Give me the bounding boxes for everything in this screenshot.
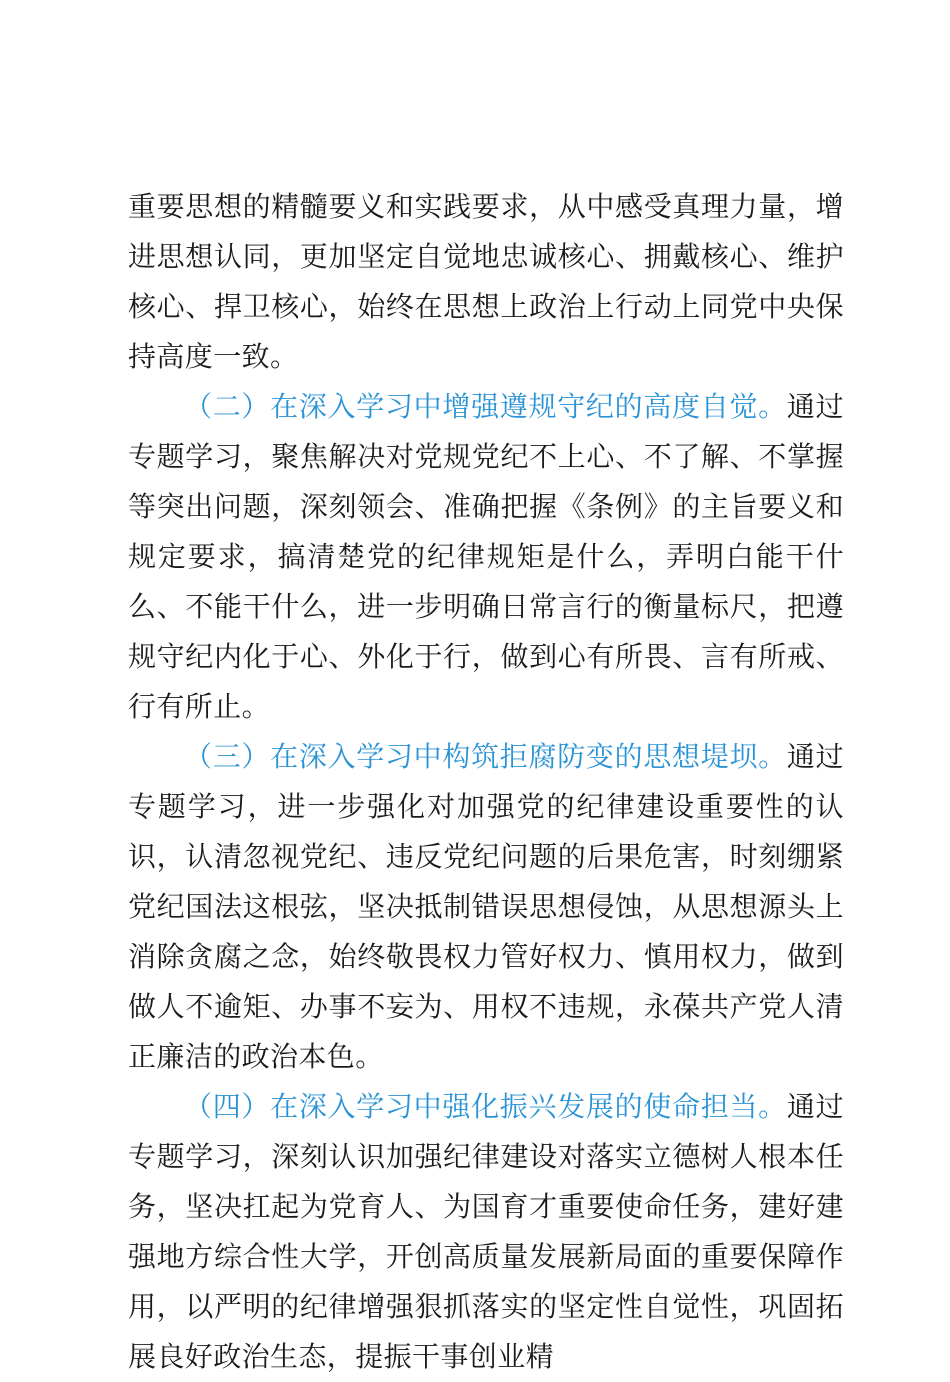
paragraph-body: 通过专题学习，进一步强化对加强党的纪律建设重要性的认识，认清忽视党纪、违反党纪问题的后果危害，时刻绷紧党纪国法这根弦，坚决抵制错误思想侵蚀，从思想源头上消除贪腐之念，始终敬畏权力管好权力、慎用权力，做到做人不逾矩、办事不妄为、用权不违规，永葆共产党人清正廉洁的政治本色。 [128,740,844,1073]
paragraph-section-2 [128,382,844,732]
paragraph-section-4 [128,1082,844,1382]
paragraph-body: 通过专题学习，深刻认识加强纪律建设对落实立德树人根本任务，坚决扛起为党育人、为国育才重要使命任务，建好建强地方综合性大学，开创高质量发展新局面的重要保障作用，以严明的纪律增强狠抓落实的坚定性自觉性，巩固拓展良好政治生态，提振干事创业精 [128,1090,844,1373]
paragraph-section-3 [128,732,844,1082]
section-heading: （二）在深入学习中增强遵规守纪的高度自觉。 [184,390,787,423]
section-heading: （四）在深入学习中强化振兴发展的使命担当。 [184,1090,787,1123]
paragraph-continuation [128,182,844,382]
section-heading: （三）在深入学习中构筑拒腐防变的思想堤坝。 [184,740,787,773]
paragraph-body: 通过专题学习，聚焦解决对党规党纪不上心、不了解、不掌握等突出问题，深刻领会、准确把握《条例》的主旨要义和规定要求，搞清楚党的纪律规矩是什么，弄明白能干什么、不能干什么，进一步明确日常言行的衡量标尺，把遵规守纪内化于心、外化于行，做到心有所畏、言有所戒、行有所止。 [128,390,844,723]
paragraph-body: 重要思想的精髓要义和实践要求，从中感受真理力量，增进思想认同，更加坚定自觉地忠诚核心、拥戴核心、维护核心、捍卫核心，始终在思想上政治上行动上同党中央保持高度一致。 [128,190,844,373]
document-page [128,182,844,1382]
